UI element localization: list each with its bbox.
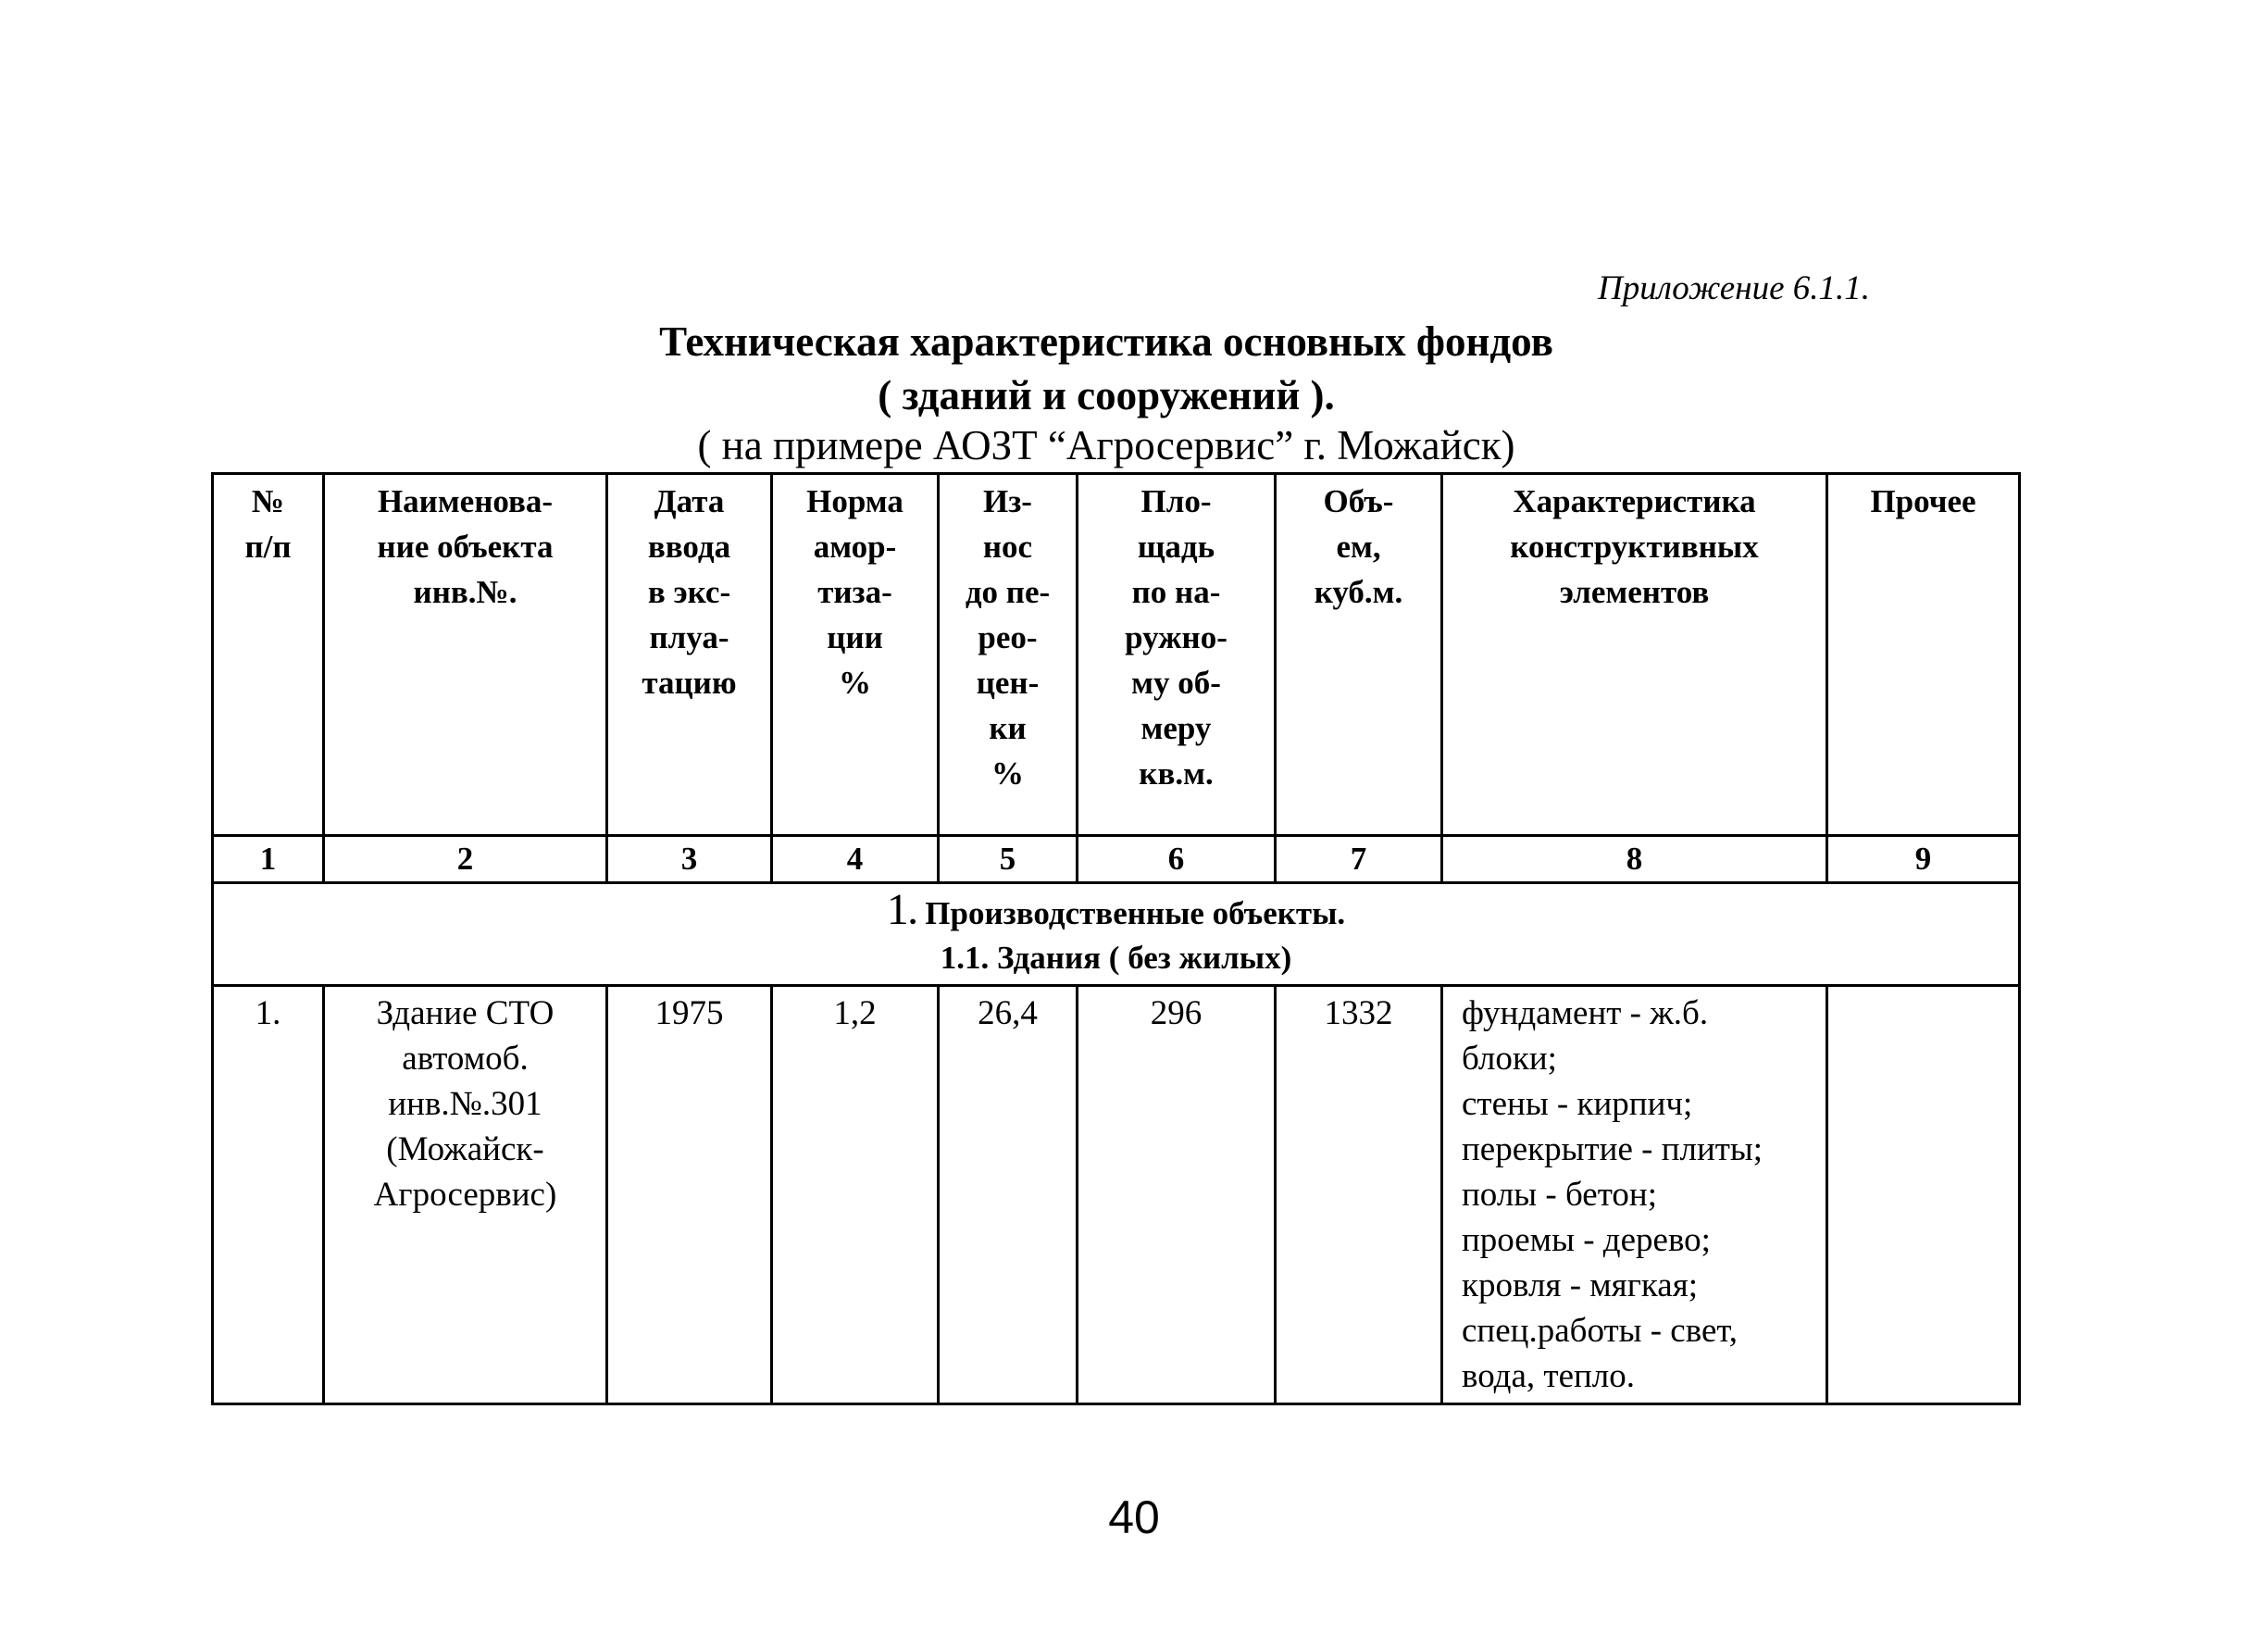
section-heading: [213, 883, 2020, 986]
title-line-1: Техническая характеристика основных фондов: [659, 318, 1553, 365]
row-other: [1827, 986, 2020, 1404]
header-text: Из-: [983, 483, 1032, 519]
header-cell: [1442, 474, 1827, 836]
column-number: 1: [213, 836, 324, 883]
header-text: му об-: [1131, 665, 1221, 701]
section-heading-row: [213, 883, 2020, 986]
cell-text: инв.№.301: [388, 1085, 542, 1123]
header-text: элементов: [1559, 574, 1710, 610]
header-text: меру: [1140, 710, 1212, 746]
column-number-row: [213, 836, 2020, 883]
header-text: Пло-: [1140, 483, 1212, 519]
column-number: 9: [1827, 836, 2020, 883]
column-number: 7: [1276, 836, 1442, 883]
header-text: %: [991, 755, 1024, 792]
cell-text: спец.работы - свет,: [1462, 1312, 1738, 1350]
column-number: 8: [1442, 836, 1827, 883]
column-number: 5: [939, 836, 1078, 883]
page-number: 40: [1108, 1491, 1160, 1543]
header-text: ки: [989, 710, 1027, 746]
section-title: . Производственные объекты.: [908, 895, 1346, 931]
title-line-3: ( на примере АОЗТ “Агросервис” г. Можайск): [697, 422, 1515, 468]
fixed-assets-table: [211, 472, 2021, 1405]
header-text: Наименова-: [377, 483, 554, 519]
header-text: конструктивных: [1510, 529, 1759, 565]
header-cell: [1276, 474, 1442, 836]
header-text: ции: [827, 619, 883, 655]
header-text: до пе-: [965, 574, 1051, 610]
header-cell: [324, 474, 607, 836]
document-title: [213, 315, 2000, 468]
column-number: 2: [324, 836, 607, 883]
cell-text: Здание СТО: [376, 994, 555, 1032]
cell-text: кровля - мягкая;: [1462, 1266, 1699, 1304]
cell-text: вода, тепло.: [1462, 1357, 1636, 1395]
header-text: ввода: [647, 529, 731, 565]
header-text: тацию: [642, 665, 737, 701]
header-text: п/п: [244, 529, 292, 565]
cell-text: полы - бетон;: [1462, 1176, 1657, 1214]
row-volume: 1332: [1276, 986, 1442, 1404]
header-text: ружно-: [1125, 619, 1227, 655]
cell-text: фундамент - ж.б.: [1462, 994, 1709, 1032]
cell-text: проемы - дерево;: [1462, 1221, 1711, 1259]
header-text: нос: [982, 529, 1033, 565]
header-text: Объ-: [1323, 483, 1394, 519]
appendix-label: Приложение 6.1.1.: [1597, 269, 1870, 307]
title-line-2: ( зданий и сооружений ).: [878, 372, 1335, 418]
header-text: Характеристика: [1513, 483, 1756, 519]
header-text: инв.№.: [413, 574, 517, 610]
column-number: 3: [607, 836, 772, 883]
row-name: [324, 986, 607, 1404]
header-text: щадь: [1137, 529, 1215, 565]
header-text: Прочее: [1870, 483, 1976, 519]
header-text: плуа-: [649, 619, 729, 655]
cell-text: Агросервис): [373, 1176, 557, 1214]
header-text: %: [839, 665, 871, 701]
section-subtitle: 1.1. Здания ( без жилых): [940, 940, 1292, 976]
header-text: ем,: [1336, 529, 1381, 565]
header-text: ние объекта: [377, 529, 554, 565]
header-cell: [939, 474, 1078, 836]
column-number: 4: [772, 836, 939, 883]
header-cell: [607, 474, 772, 836]
header-text: Дата: [654, 483, 725, 519]
cell-text: стены - кирпич;: [1462, 1085, 1693, 1123]
cell-text: блоки;: [1462, 1040, 1557, 1078]
row-area: 296: [1078, 986, 1276, 1404]
table-header-row: [213, 474, 2020, 836]
row-date: 1975: [607, 986, 772, 1404]
table-row: [213, 986, 2020, 1404]
cell-text: (Можайск-: [386, 1130, 544, 1168]
header-text: по на-: [1131, 574, 1221, 610]
header-text: куб.м.: [1314, 574, 1403, 610]
header-text: тиза-: [817, 574, 892, 610]
cell-text: автомоб.: [402, 1040, 529, 1078]
header-text: амор-: [813, 529, 897, 565]
header-text: рео-: [978, 619, 1038, 655]
header-cell: [772, 474, 939, 836]
section-number: 1: [886, 885, 909, 934]
row-wear: 26,4: [939, 986, 1078, 1404]
header-text: №: [251, 483, 285, 519]
header-text: в экс-: [647, 574, 731, 610]
row-norm: 1,2: [772, 986, 939, 1404]
column-number: 6: [1078, 836, 1276, 883]
row-characteristics: [1442, 986, 1827, 1404]
header-cell: [213, 474, 324, 836]
header-cell: [1078, 474, 1276, 836]
row-number: 1.: [213, 986, 324, 1404]
cell-text: перекрытие - плиты;: [1462, 1130, 1763, 1168]
header-text: Норма: [806, 483, 903, 519]
header-text: кв.м.: [1139, 755, 1214, 792]
header-text: цен-: [976, 665, 1040, 701]
header-cell: [1827, 474, 2020, 836]
